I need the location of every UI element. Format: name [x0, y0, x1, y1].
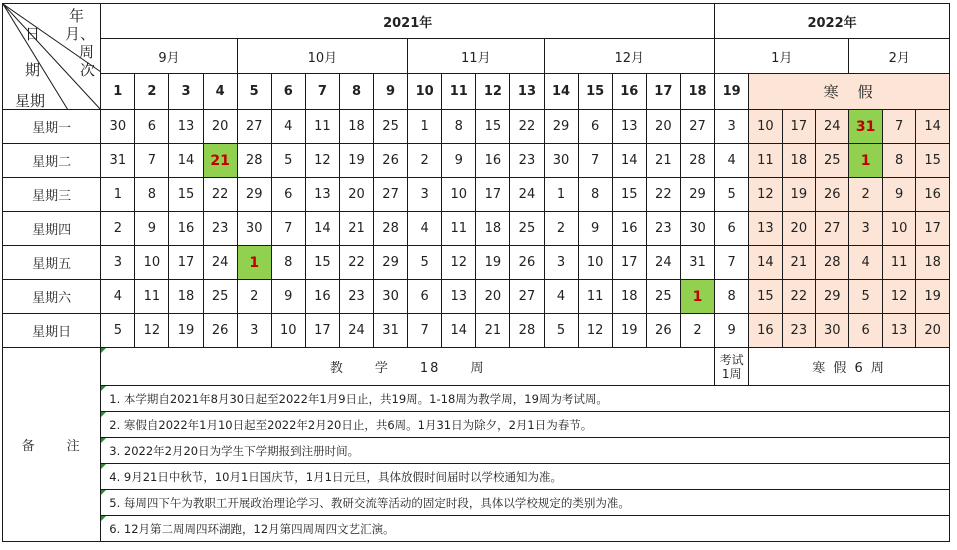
date-cell: 1 [408, 110, 442, 144]
date-cell: 21 [476, 314, 510, 348]
date-cell: 28 [510, 314, 544, 348]
date-cell: 23 [646, 212, 680, 246]
year-2022-header: 2022年 [715, 4, 950, 39]
corner-period-text: 期 [25, 61, 41, 79]
month-header: 1月 [715, 39, 849, 74]
date-cell: 18 [339, 110, 373, 144]
week-number-cell: 17 [646, 74, 680, 110]
date-cell: 16 [916, 178, 950, 212]
weekday-label: 星期五 [3, 246, 101, 280]
date-cell: 11 [305, 110, 339, 144]
date-cell: 30 [237, 212, 271, 246]
date-cell: 2 [849, 178, 882, 212]
date-cell: 11 [578, 280, 612, 314]
date-cell: 3 [849, 212, 882, 246]
date-cell: 31 [101, 144, 135, 178]
date-cell: 27 [510, 280, 544, 314]
date-cell: 27 [816, 212, 849, 246]
week-number-cell: 4 [203, 74, 237, 110]
date-cell: 30 [816, 314, 849, 348]
date-cell: 18 [916, 246, 950, 280]
date-cell: 15 [916, 144, 950, 178]
note-text: 3. 2022年2月20日为学生下学期报到注册时间。 [101, 438, 950, 464]
note-row [3, 412, 950, 438]
date-cell: 12 [305, 144, 339, 178]
date-cell: 1 [544, 178, 578, 212]
week-number-cell: 10 [408, 74, 442, 110]
date-cell: 18 [612, 280, 646, 314]
week-number-cell: 7 [305, 74, 339, 110]
exam-week-summary [715, 348, 749, 386]
date-cell: 24 [203, 246, 237, 280]
date-cell: 13 [169, 110, 203, 144]
date-cell: 27 [237, 110, 271, 144]
school-calendar-table [2, 3, 950, 542]
cell-marker-icon [101, 412, 106, 417]
date-cell: 11 [749, 144, 782, 178]
date-cell: 19 [169, 314, 203, 348]
date-cell: 3 [408, 178, 442, 212]
date-cell: 8 [135, 178, 169, 212]
corner-header-cell [3, 4, 101, 110]
date-cell: 27 [374, 178, 408, 212]
weekday-label: 星期一 [3, 110, 101, 144]
date-cell: 10 [135, 246, 169, 280]
week-number-cell: 5 [237, 74, 271, 110]
date-cell: 8 [271, 246, 305, 280]
winter-break-header: 寒 假 [749, 74, 950, 110]
date-cell: 13 [442, 280, 476, 314]
date-cell: 12 [749, 178, 782, 212]
date-cell: 7 [715, 246, 749, 280]
cell-marker-icon [101, 438, 106, 443]
date-cell: 6 [715, 212, 749, 246]
date-cell: 25 [510, 212, 544, 246]
date-cell: 29 [237, 178, 271, 212]
month-header-row [3, 39, 950, 74]
date-cell: 23 [339, 280, 373, 314]
note-text: 4. 9月21日中秋节，10月1日国庆节，1月1日元旦，具体放假时间届时以学校通知为准。 [101, 464, 950, 490]
week-number-cell: 2 [135, 74, 169, 110]
date-cell: 25 [374, 110, 408, 144]
date-cell: 7 [882, 110, 915, 144]
date-cell: 9 [715, 314, 749, 348]
date-cell: 6 [849, 314, 882, 348]
date-cell: 8 [578, 178, 612, 212]
date-cell: 10 [442, 178, 476, 212]
weekday-label: 星期四 [3, 212, 101, 246]
date-cell: 25 [816, 144, 849, 178]
date-cell: 6 [135, 110, 169, 144]
date-cell: 22 [646, 178, 680, 212]
week-number-cell: 11 [442, 74, 476, 110]
date-cell: 4 [271, 110, 305, 144]
date-cell: 6 [271, 178, 305, 212]
date-cell: 13 [305, 178, 339, 212]
date-cell: 4 [101, 280, 135, 314]
date-cell: 20 [339, 178, 373, 212]
date-cell: 7 [135, 144, 169, 178]
date-cell: 9 [271, 280, 305, 314]
weekday-row [3, 178, 950, 212]
date-cell: 22 [203, 178, 237, 212]
date-cell: 9 [882, 178, 915, 212]
date-cell: 12 [578, 314, 612, 348]
note-text: 6. 12月第二周周四环湖跑，12月第四周周四文艺汇演。 [101, 516, 950, 542]
date-cell: 27 [680, 110, 714, 144]
weekday-row [3, 144, 950, 178]
week-number-cell: 19 [715, 74, 749, 110]
note-row [3, 490, 950, 516]
cell-marker-icon [101, 490, 106, 495]
date-cell: 26 [816, 178, 849, 212]
corner-month-text: 月、 [65, 25, 96, 43]
date-cell: 17 [612, 246, 646, 280]
date-cell: 29 [816, 280, 849, 314]
date-cell: 7 [578, 144, 612, 178]
weekday-row [3, 280, 950, 314]
date-cell: 15 [749, 280, 782, 314]
date-cell: 9 [442, 144, 476, 178]
cell-marker-icon [101, 516, 106, 521]
date-cell: 17 [169, 246, 203, 280]
date-cell: 11 [882, 246, 915, 280]
date-cell: 4 [544, 280, 578, 314]
week-number-cell: 15 [578, 74, 612, 110]
date-cell: 9 [578, 212, 612, 246]
date-cell: 20 [476, 280, 510, 314]
date-cell: 31 [374, 314, 408, 348]
week-number-cell: 14 [544, 74, 578, 110]
date-cell: 9 [135, 212, 169, 246]
date-cell: 5 [408, 246, 442, 280]
month-header: 2月 [849, 39, 950, 74]
date-cell: 13 [612, 110, 646, 144]
date-cell: 14 [305, 212, 339, 246]
date-cell: 29 [544, 110, 578, 144]
date-cell: 25 [646, 280, 680, 314]
date-cell: 16 [476, 144, 510, 178]
date-cell: 1 [237, 246, 271, 280]
date-cell: 10 [882, 212, 915, 246]
date-cell: 30 [680, 212, 714, 246]
date-cell: 13 [882, 314, 915, 348]
month-header: 12月 [544, 39, 715, 74]
corner-year-text: 年 [69, 7, 85, 25]
note-row [3, 386, 950, 412]
date-cell: 16 [169, 212, 203, 246]
date-cell: 2 [101, 212, 135, 246]
date-cell: 1 [680, 280, 714, 314]
date-cell: 5 [715, 178, 749, 212]
exam-label: 考试 [719, 352, 744, 367]
date-cell: 7 [408, 314, 442, 348]
date-cell: 17 [305, 314, 339, 348]
date-cell: 3 [237, 314, 271, 348]
date-cell: 5 [849, 280, 882, 314]
date-cell: 13 [749, 212, 782, 246]
date-cell: 23 [782, 314, 815, 348]
date-cell: 11 [135, 280, 169, 314]
week-number-cell: 18 [680, 74, 714, 110]
date-cell: 18 [476, 212, 510, 246]
date-cell: 15 [476, 110, 510, 144]
date-cell: 12 [135, 314, 169, 348]
date-cell: 10 [271, 314, 305, 348]
date-cell: 15 [305, 246, 339, 280]
week-number-cell: 12 [476, 74, 510, 110]
weekday-label: 星期六 [3, 280, 101, 314]
date-cell: 8 [442, 110, 476, 144]
cell-marker-icon [101, 386, 106, 391]
weekday-label: 星期日 [3, 314, 101, 348]
cell-marker-icon [101, 348, 106, 353]
exam-duration: 1周 [721, 366, 742, 381]
date-cell: 14 [749, 246, 782, 280]
date-cell: 26 [203, 314, 237, 348]
date-cell: 31 [849, 110, 882, 144]
date-cell: 2 [544, 212, 578, 246]
date-cell: 1 [849, 144, 882, 178]
teaching-weeks-summary: 教 学 18 周 [101, 348, 715, 386]
note-row [3, 438, 950, 464]
date-cell: 20 [646, 110, 680, 144]
date-cell: 14 [442, 314, 476, 348]
date-cell: 19 [476, 246, 510, 280]
note-row [3, 516, 950, 542]
corner-week-text: 周 [79, 43, 95, 61]
date-cell: 26 [510, 246, 544, 280]
date-cell: 4 [849, 246, 882, 280]
date-cell: 26 [646, 314, 680, 348]
date-cell: 25 [203, 280, 237, 314]
date-cell: 31 [680, 246, 714, 280]
date-cell: 28 [680, 144, 714, 178]
date-cell: 24 [339, 314, 373, 348]
date-cell: 16 [612, 212, 646, 246]
date-cell: 19 [782, 178, 815, 212]
summary-row [3, 348, 950, 386]
corner-sub-text: 次 [80, 61, 96, 79]
date-cell: 17 [782, 110, 815, 144]
date-cell: 8 [882, 144, 915, 178]
date-cell: 3 [544, 246, 578, 280]
date-cell: 19 [612, 314, 646, 348]
weekday-row [3, 314, 950, 348]
week-number-cell: 1 [101, 74, 135, 110]
note-text: 1. 本学期自2021年8月30日起至2022年1月9日止，共19周。1-18周为教学周，19周为考试周。 [101, 386, 950, 412]
date-cell: 21 [646, 144, 680, 178]
date-cell: 4 [715, 144, 749, 178]
date-cell: 20 [203, 110, 237, 144]
date-cell: 8 [715, 280, 749, 314]
date-cell: 18 [782, 144, 815, 178]
date-cell: 10 [749, 110, 782, 144]
date-cell: 5 [101, 314, 135, 348]
date-cell: 6 [408, 280, 442, 314]
date-cell: 26 [374, 144, 408, 178]
vacation-weeks-summary: 寒 假 6 周 [749, 348, 950, 386]
note-text: 2. 寒假自2022年1月10日起至2022年2月20日止，共6周。1月31日为除夕，2月1日为春节。 [101, 412, 950, 438]
date-cell: 4 [408, 212, 442, 246]
date-cell: 23 [510, 144, 544, 178]
date-cell: 15 [169, 178, 203, 212]
date-cell: 22 [339, 246, 373, 280]
date-cell: 12 [882, 280, 915, 314]
note-text: 5. 每周四下午为教职工开展政治理论学习、教研交流等活动的固定时段，具体以学校规定的类别为准。 [101, 490, 950, 516]
week-number-cell: 13 [510, 74, 544, 110]
date-cell: 2 [680, 314, 714, 348]
date-cell: 17 [916, 212, 950, 246]
date-cell: 18 [169, 280, 203, 314]
weekday-row [3, 246, 950, 280]
month-header: 9月 [101, 39, 237, 74]
week-number-cell: 3 [169, 74, 203, 110]
remarks-label: 备 注 [3, 348, 101, 542]
date-cell: 30 [101, 110, 135, 144]
date-cell: 3 [715, 110, 749, 144]
date-cell: 19 [916, 280, 950, 314]
weekday-row [3, 110, 950, 144]
week-number-cell: 16 [612, 74, 646, 110]
date-cell: 20 [916, 314, 950, 348]
date-cell: 19 [339, 144, 373, 178]
cell-marker-icon [101, 464, 106, 469]
date-cell: 15 [612, 178, 646, 212]
date-cell: 21 [782, 246, 815, 280]
date-cell: 20 [782, 212, 815, 246]
date-cell: 2 [408, 144, 442, 178]
year-2021-header: 2021年 [101, 4, 715, 39]
weekday-label: 星期二 [3, 144, 101, 178]
date-cell: 12 [442, 246, 476, 280]
date-cell: 14 [612, 144, 646, 178]
date-cell: 14 [169, 144, 203, 178]
date-cell: 14 [916, 110, 950, 144]
month-header: 10月 [237, 39, 407, 74]
date-cell: 28 [237, 144, 271, 178]
date-cell: 23 [203, 212, 237, 246]
week-number-cell: 9 [374, 74, 408, 110]
weekday-row [3, 212, 950, 246]
date-cell: 29 [374, 246, 408, 280]
date-cell: 22 [510, 110, 544, 144]
corner-weekday-text: 星期 [15, 92, 46, 110]
date-cell: 16 [305, 280, 339, 314]
date-cell: 21 [339, 212, 373, 246]
date-cell: 16 [749, 314, 782, 348]
month-header: 11月 [408, 39, 544, 74]
date-cell: 30 [374, 280, 408, 314]
date-cell: 21 [203, 144, 237, 178]
date-cell: 1 [101, 178, 135, 212]
date-cell: 30 [544, 144, 578, 178]
note-row [3, 464, 950, 490]
date-cell: 5 [271, 144, 305, 178]
date-cell: 29 [680, 178, 714, 212]
date-cell: 10 [578, 246, 612, 280]
date-cell: 6 [578, 110, 612, 144]
week-number-cell: 6 [271, 74, 305, 110]
date-cell: 24 [646, 246, 680, 280]
date-cell: 2 [237, 280, 271, 314]
date-cell: 7 [271, 212, 305, 246]
date-cell: 28 [816, 246, 849, 280]
date-cell: 17 [476, 178, 510, 212]
week-number-row [3, 74, 950, 110]
date-cell: 22 [782, 280, 815, 314]
corner-day-text: 日 [25, 25, 41, 43]
date-cell: 28 [374, 212, 408, 246]
weekday-label: 星期三 [3, 178, 101, 212]
date-cell: 24 [816, 110, 849, 144]
week-number-cell: 8 [339, 74, 373, 110]
date-cell: 5 [544, 314, 578, 348]
date-cell: 11 [442, 212, 476, 246]
date-cell: 3 [101, 246, 135, 280]
date-cell: 24 [510, 178, 544, 212]
